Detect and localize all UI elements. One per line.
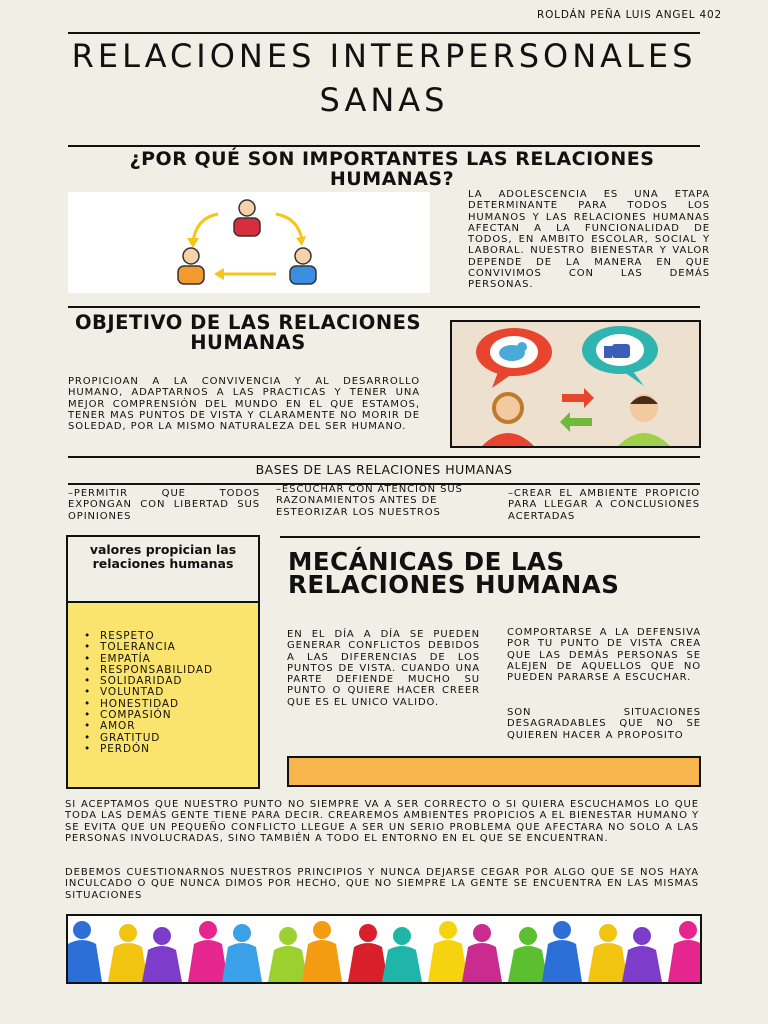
person-silhouette (268, 927, 308, 982)
person-silhouette (508, 927, 548, 982)
value-item: • SOLIDARIDAD (100, 676, 258, 687)
section-heading-objective: OBJETIVO DE LAS RELACIONES HUMANAS (74, 311, 421, 354)
person-silhouette (142, 927, 182, 982)
author-name: ROLDÁN PEÑA LUIS ANGEL 402 (537, 9, 722, 21)
value-item: • PERDÓN (100, 744, 258, 755)
value-item: • TOLERANCIA (100, 642, 258, 653)
bases-heading: BASES DE LAS RELACIONES HUMANAS (255, 462, 513, 477)
person-silhouette (588, 924, 628, 982)
mechanics-text-1: EN EL DÍA A DÍA SE PUEDEN GENERAR CONFLICTOS DEBIDOS A LAS DIFERENCIAS DE LOS PUNTOS DE VISTA. CUANDO UNA PARTE DEFIENDE MUCHO SU PUNTO O QUIERE HACER CREER QUE ES EL UNICO VALIDO. (287, 629, 480, 708)
value-item: • HONESTIDAD (100, 699, 258, 710)
page-title: RELACIONES INTERPERSONALES SANAS (71, 37, 697, 119)
divider (68, 306, 700, 308)
bases-item: –PERMITIR QUE TODOS EXPONGAN CON LIBERTAD SUS OPINIONES (68, 488, 260, 522)
accent-bar (287, 756, 701, 787)
bases-item: –CREAR EL AMBIENTE PROPICIO PARA LLEGAR A CONCLUSIONES ACERTADAS (508, 488, 700, 522)
section-heading-importance: ¿POR QUÉ SON IMPORTANTES LAS RELACIONES HUMANAS? (129, 148, 655, 190)
value-item: • RESPONSABILIDAD (100, 665, 258, 676)
divider (280, 536, 700, 538)
person-silhouette (188, 921, 228, 982)
divider (68, 145, 700, 147)
divider (68, 456, 700, 458)
person-silhouette (428, 921, 468, 982)
values-list-box (66, 601, 260, 789)
closing-paragraph-1: SI ACEPTAMOS QUE NUESTRO PUNTO NO SIEMPRE VA A SER CORRECTO O SI QUIERA ESCUCHAMOS LO QUE TODA LAS DEMÁS GENTE TIENE PARA DECIR. CREAREMOS AMBIENTES PROPICIOS A EL BIENESTAR HUMANO Y SE EVITA QUE UN PEQUEÑO CONFLICTO LLEGUE A SER UN SERIO PROBLEMA QUE AFECTARA NO SOLO A LAS PERSONAS INVOLUCRADAS, SINO TAMBIÉN A TODO EL ENTORNO EN EL QUE SE ENCUENTRAN. (65, 799, 699, 844)
closing-paragraph-2: DEBEMOS CUESTIONARNOS NUESTROS PRINCIPIOS Y NUNCA DEJARSE CEGAR POR ALGO QUE SE NOS HAYA INCULCADO O QUE NUNCA DIMOS POR HECHO, QUE NO SIEMPRE LA GENTE SE ENCUENTRA EN LAS MISMAS SITUACIONES (65, 867, 699, 901)
person-silhouette (622, 927, 662, 982)
values-list (68, 631, 258, 755)
section-heading-mechanics: MECÁNICAS DE LAS RELACIONES HUMANAS (288, 547, 620, 599)
person-silhouette (462, 924, 502, 982)
bases-item: –ESCUCHAR CON ATENCIÓN SUS RAZONAMIENTOS ANTES DE ESTEORIZAR LOS NUESTROS (276, 484, 463, 518)
person-silhouette (302, 921, 342, 982)
value-item: • RESPETO (100, 631, 258, 642)
person-silhouette (68, 921, 102, 982)
mechanics-text-2: COMPORTARSE A LA DEFENSIVA POR TU PUNTO DE VISTA CREA QUE LAS DEMÁS PERSONAS SE ALEJEN DE AQUELLOS QUE NO PUEDEN PARARSE A ESCUCHAR. (507, 627, 701, 684)
person-silhouette (668, 921, 700, 982)
value-item: • VOLUNTAD (100, 687, 258, 698)
values-heading-box (66, 535, 260, 603)
person-silhouette (382, 927, 422, 982)
values-heading: valores propician las relaciones humanas (89, 542, 237, 571)
importance-text: LA ADOLESCENCIA ES UNA ETAPA DETERMINANTE PARA TODOS LOS HUMANOS Y LAS RELACIONES HUMANAS AFECTAN A LA FUNCIONALIDAD DE TODOS, EN AMBITO ESCOLAR, SOCIAL Y LABORAL. NUESTRO BIENESTAR Y VALOR DEPENDE DE LA MANERA EN QUE CONVIVIMOS CON LAS DEMÁS PERSONAS. (468, 189, 710, 291)
value-item: • GRATITUD (100, 733, 258, 744)
person-silhouette (348, 924, 388, 982)
communication-illustration (450, 320, 701, 448)
value-item: • EMPATÍA (100, 654, 258, 665)
objective-text: PROPICIOAN A LA CONVIVENCIA Y AL DESARROLLO HUMANO, ADAPTARNOS A LAS PRACTICAS Y TENER UNA MEJOR COMPRENSIÓN DEL MUNDO EN EL QUE ESTAMOS, TENER MAS PUNTOS DE VISTA Y CLARAMENTE NO MORIR DE SOLEDAD, POR LA MISMO NATURALEZA DEL SER HUMANO. (68, 376, 420, 433)
value-item: • COMPASIÓN (100, 710, 258, 721)
person-silhouette (222, 924, 262, 982)
person-silhouette (108, 924, 148, 982)
mechanics-text-3: SON SITUACIONES DESAGRADABLES QUE NO SE QUIEREN HACER A PROPOSITO (507, 707, 701, 741)
crowd-silhouettes-banner (66, 914, 702, 984)
people-cycle-illustration (68, 192, 430, 293)
value-item: • AMOR (100, 721, 258, 732)
person-silhouette (542, 921, 582, 982)
